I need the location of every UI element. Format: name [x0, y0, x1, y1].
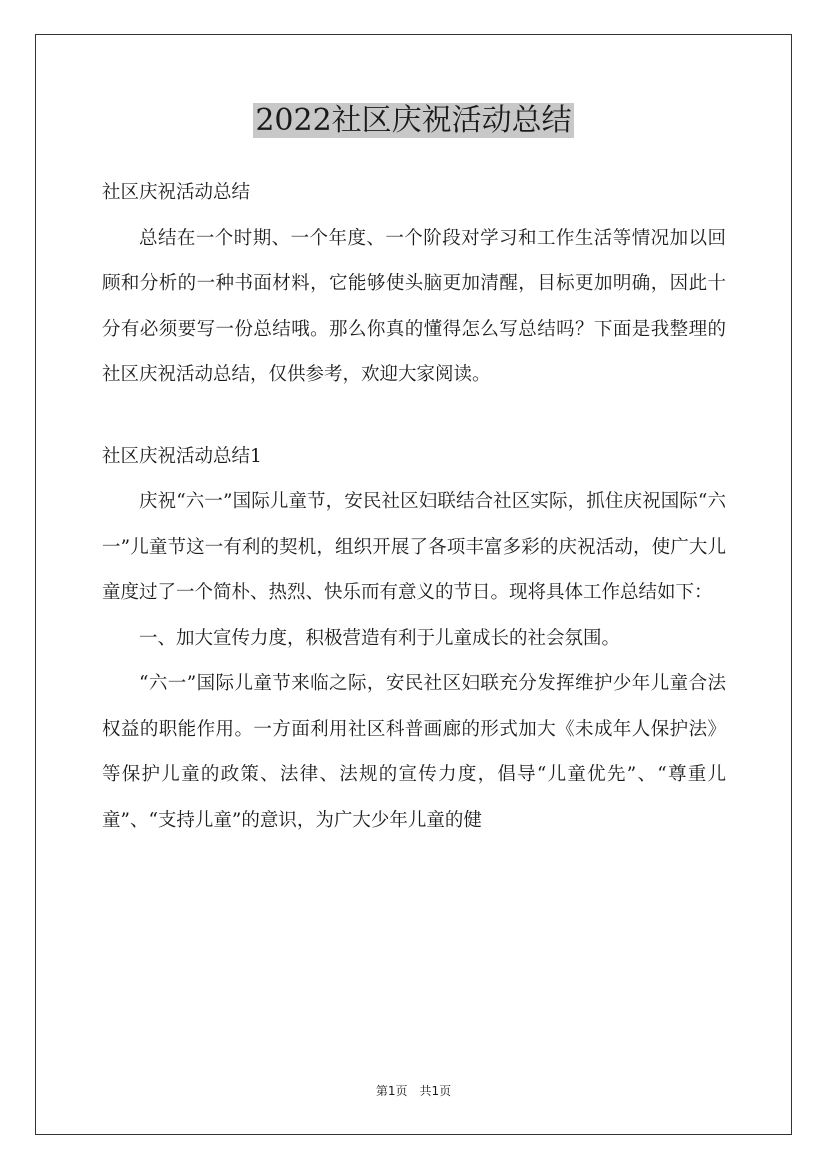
page-footer: 第1页 共1页	[375, 1084, 452, 1098]
section-heading: 社区庆祝活动总结1	[102, 445, 262, 467]
section-paragraph-2: “六一”国际儿童节来临之际，安民社区妇联充分发挥维护少年儿童合法权益的职能作用。一方面利用社区科普画廊的形式加大《未成年人保护法》等保护儿童的政策、法律、法规的宣传力度，倡导“儿童优先”、“尊重儿童”、“支持儿童”的意识，为广大少年儿童的健	[102, 673, 726, 831]
document-title-text: 2022社区庆祝活动总结	[255, 103, 572, 138]
section-paragraph-1: 庆祝“六一”国际儿童节，安民社区妇联结合社区实际，抓住庆祝国际“六一”儿童节这一有利的契机，组织开展了各项丰富多彩的庆祝活动，使广大儿童度过了一个简朴、热烈、快乐而有意义的节日。现将具体工作总结如下：	[102, 491, 726, 603]
document-title	[0, 100, 827, 142]
paragraph-gap	[102, 398, 726, 434]
subtitle: 社区庆祝活动总结	[102, 182, 251, 203]
intro-paragraph: 总结在一个时期、一个年度、一个阶段对学习和工作生活等情况加以回顾和分析的一种书面材料，它能够使头脑更加清醒，目标更加明确，因此十分有必须要写一份总结哦。那么你真的懂得怎么写总结吗？下面是我整理的社区庆祝活动总结，仅供参考，欢迎大家阅读。	[102, 227, 726, 385]
section-point-1: 一、加大宣传力度，积极营造有利于儿童成长的社会氛围。	[139, 627, 621, 649]
document-body	[102, 170, 726, 843]
